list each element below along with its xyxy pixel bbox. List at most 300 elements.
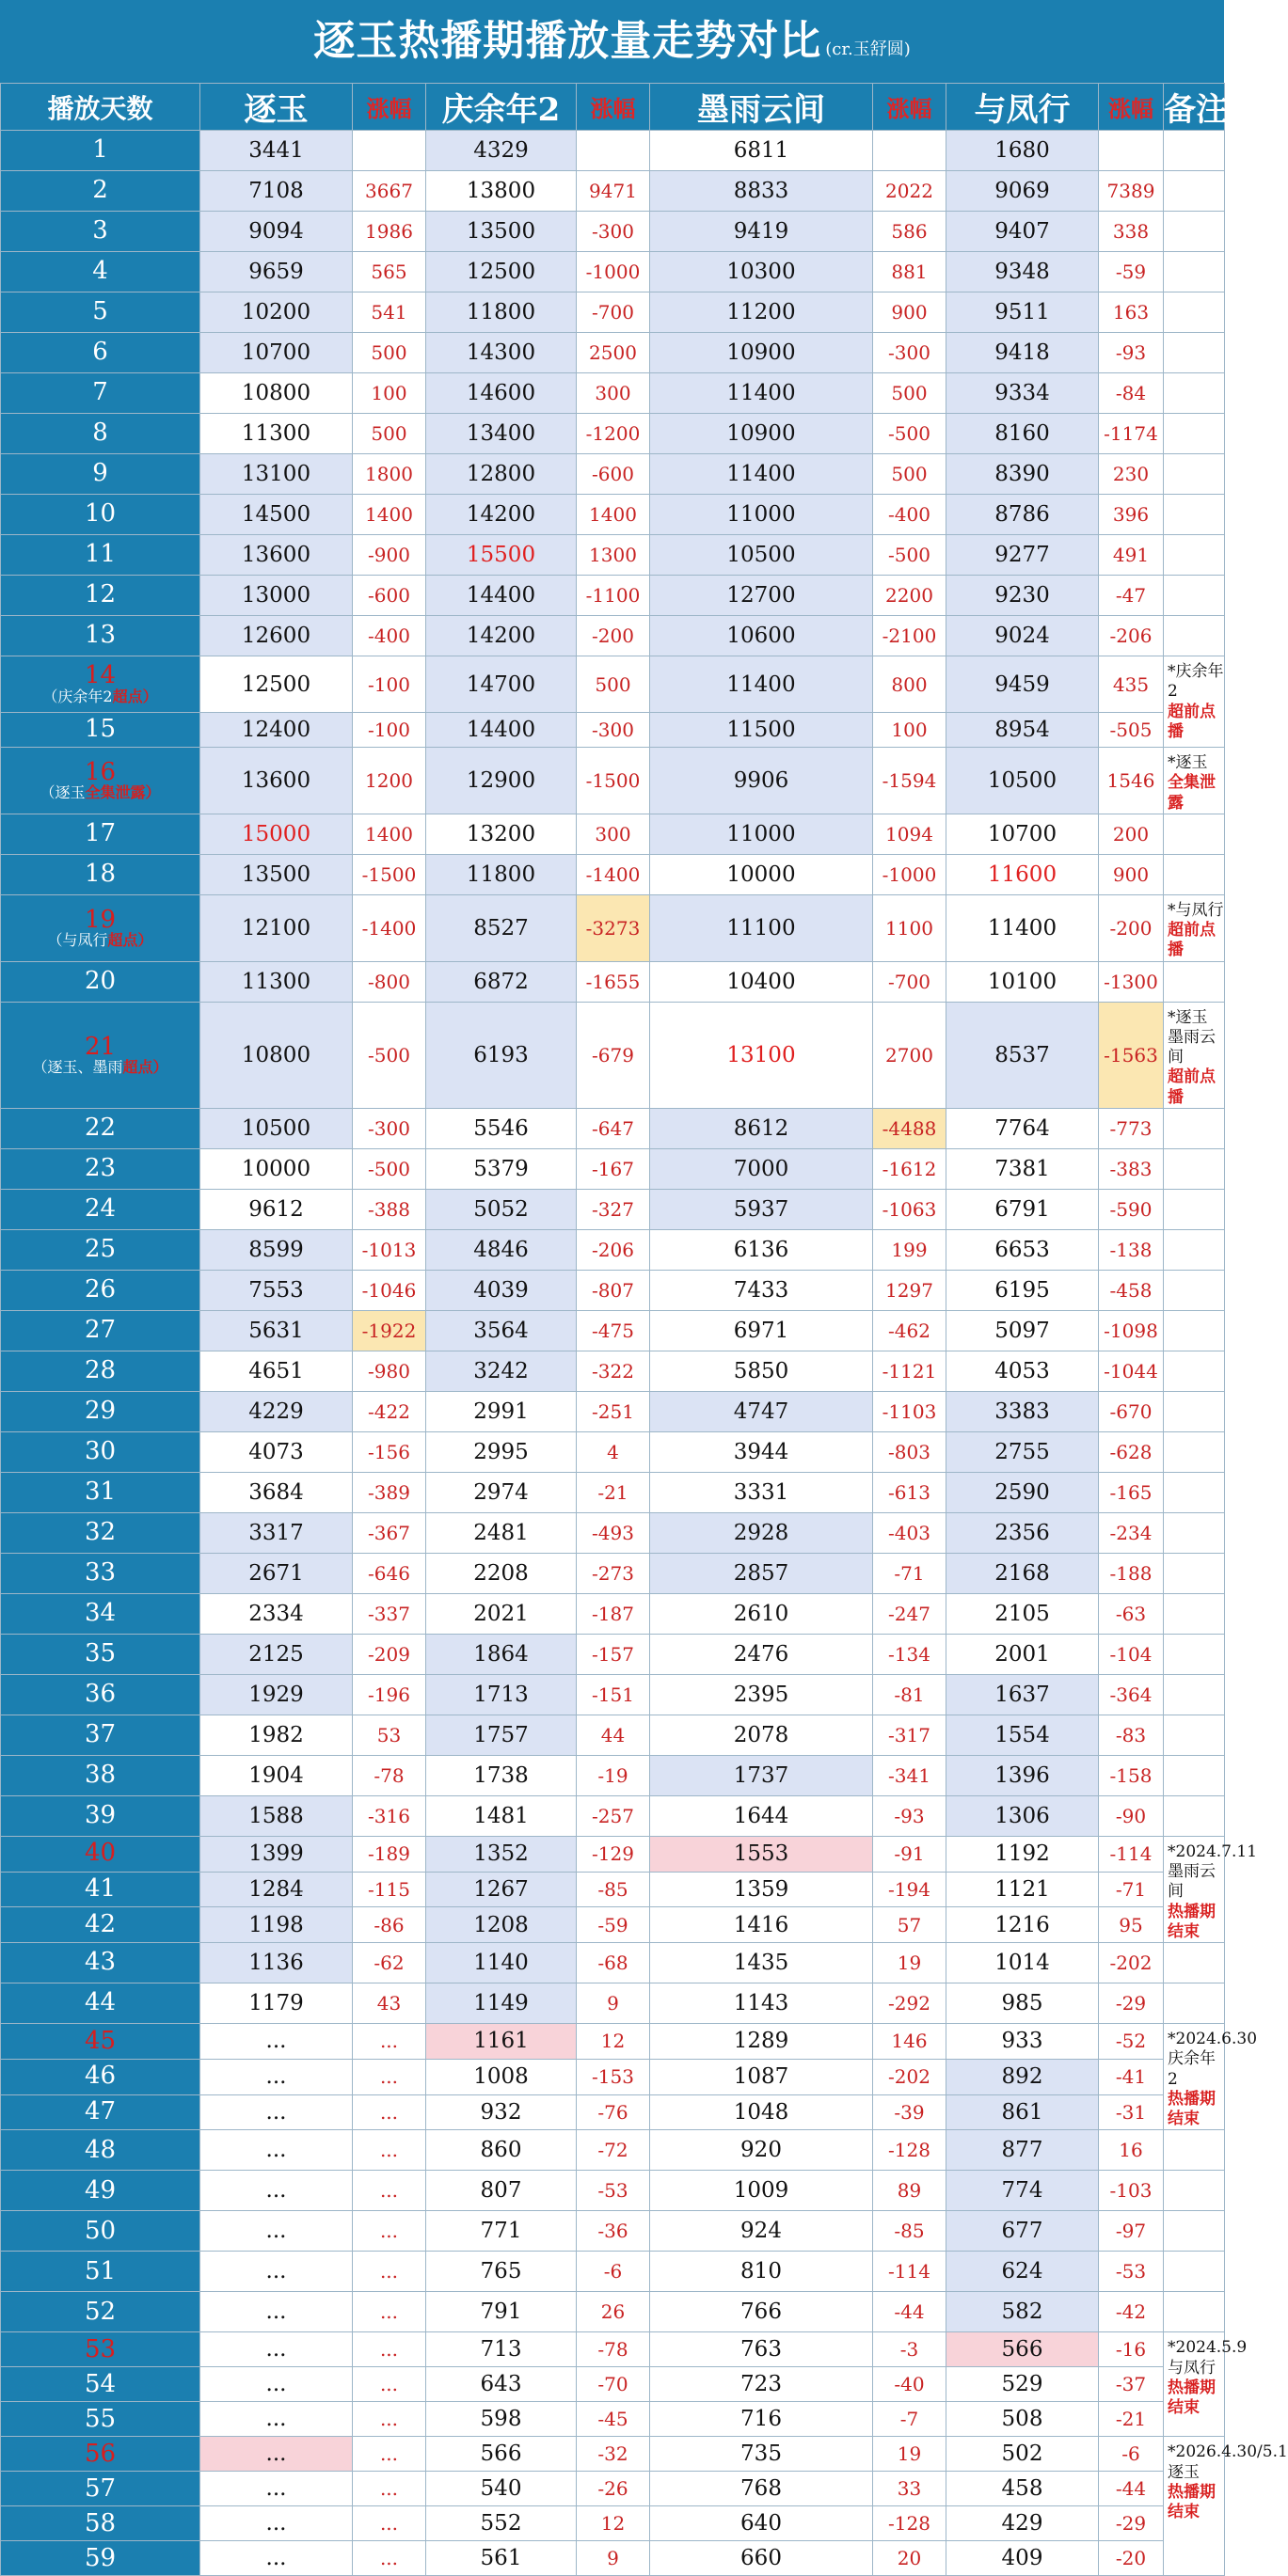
table-row — [1, 1189, 1225, 1229]
play-count-cell: 7000 — [650, 1148, 873, 1189]
day-cell — [1, 894, 200, 961]
play-count-cell: 12700 — [650, 576, 873, 616]
change-cell: 12 — [577, 2024, 650, 2060]
play-count-cell: 9612 — [200, 1189, 353, 1229]
play-count-cell: 677 — [946, 2211, 1099, 2252]
change-cell: -1103 — [873, 1391, 946, 1431]
change-cell: -300 — [873, 333, 946, 373]
day-annotation-prefix: （庆余年2 — [42, 687, 113, 705]
play-count-cell: 624 — [946, 2252, 1099, 2292]
change-cell: -628 — [1099, 1431, 1164, 1472]
table-row — [1, 713, 1225, 748]
play-count-cell: 807 — [426, 2171, 577, 2211]
header-qingyunian2: 庆余年2 — [426, 84, 577, 131]
day-cell — [1, 2059, 200, 2094]
remark-cell — [1164, 454, 1225, 495]
change-cell: 586 — [873, 212, 946, 252]
change-cell: -590 — [1099, 1189, 1164, 1229]
play-count-cell: 11400 — [650, 656, 873, 713]
play-count-cell: 4651 — [200, 1351, 353, 1391]
day-cell — [1, 454, 200, 495]
change-cell: -1063 — [873, 1189, 946, 1229]
table-row — [1, 1674, 1225, 1715]
day-number: 22 — [84, 1114, 117, 1143]
change-cell: 1800 — [353, 454, 426, 495]
table-row — [1, 854, 1225, 894]
day-cell — [1, 2402, 200, 2437]
play-count-cell: ... — [200, 2252, 353, 2292]
day-number: 28 — [84, 1356, 117, 1385]
play-count-cell: 7381 — [946, 1148, 1099, 1189]
play-count-cell: 2590 — [946, 1472, 1099, 1512]
play-count-cell: 4073 — [200, 1431, 353, 1472]
day-cell — [1, 1593, 200, 1634]
play-count-cell: ... — [200, 2367, 353, 2402]
play-count-cell: 14300 — [426, 333, 577, 373]
change-cell: -646 — [353, 1553, 426, 1593]
play-count-cell: 11300 — [200, 961, 353, 1002]
change-cell: -1655 — [577, 961, 650, 1002]
table-row — [1, 1836, 1225, 1872]
day-number: 38 — [84, 1761, 117, 1790]
table-row — [1, 1872, 1225, 1907]
play-count-cell: 10700 — [946, 814, 1099, 854]
table-row — [1, 2506, 1225, 2541]
day-cell — [1, 2171, 200, 2211]
play-count-cell: 1048 — [650, 2094, 873, 2130]
header-change: 涨幅 — [353, 84, 426, 131]
play-count-cell: 9277 — [946, 535, 1099, 576]
play-count-cell: 4229 — [200, 1391, 353, 1431]
play-count-cell: 1198 — [200, 1907, 353, 1943]
remark-cell — [1164, 616, 1225, 656]
change-cell: -773 — [1099, 1108, 1164, 1148]
play-count-cell: 9906 — [650, 748, 873, 814]
table-row — [1, 656, 1225, 713]
play-count-cell: 5097 — [946, 1310, 1099, 1351]
change-cell: 19 — [873, 2437, 946, 2472]
play-count-cell: 2001 — [946, 1634, 1099, 1674]
day-number: 29 — [84, 1397, 117, 1426]
change-cell: -1044 — [1099, 1351, 1164, 1391]
change-cell: -129 — [577, 1836, 650, 1872]
header-change: 涨幅 — [873, 84, 946, 131]
change-cell: -1500 — [353, 854, 426, 894]
remark-cell — [1164, 748, 1225, 814]
table-row — [1, 1755, 1225, 1795]
day-number: 34 — [84, 1599, 117, 1628]
play-count-cell: 1982 — [200, 1715, 353, 1755]
play-count-cell: 9419 — [650, 212, 873, 252]
day-cell — [1, 713, 200, 748]
play-count-cell: 10000 — [200, 1148, 353, 1189]
change-cell: 500 — [353, 333, 426, 373]
play-count-cell: 8537 — [946, 1002, 1099, 1108]
play-count-cell: 860 — [426, 2130, 577, 2171]
play-count-cell: 10100 — [946, 961, 1099, 1002]
change-cell: -670 — [1099, 1391, 1164, 1431]
play-count-cell: 2125 — [200, 1634, 353, 1674]
change-cell: -322 — [577, 1351, 650, 1391]
change-cell: -76 — [577, 2094, 650, 2130]
change-cell: ... — [353, 2367, 426, 2402]
change-cell: 163 — [1099, 292, 1164, 333]
day-number: 52 — [84, 2297, 117, 2326]
remark-cell — [1164, 1391, 1225, 1431]
change-cell: -1000 — [577, 252, 650, 292]
play-count-cell: 4329 — [426, 131, 577, 171]
change-cell: 7389 — [1099, 171, 1164, 212]
change-cell: -1121 — [873, 1351, 946, 1391]
change-cell: -100 — [353, 713, 426, 748]
play-count-cell: 10800 — [200, 373, 353, 414]
remark-cell — [1164, 1148, 1225, 1189]
change-cell: -31 — [1099, 2094, 1164, 2130]
change-cell: ... — [353, 2024, 426, 2060]
change-cell — [577, 131, 650, 171]
header-zhuyu: 逐玉 — [200, 84, 353, 131]
table-row — [1, 1002, 1225, 1108]
change-cell: 43 — [353, 1983, 426, 2024]
change-cell: -200 — [1099, 894, 1164, 961]
play-count-cell: 13600 — [200, 748, 353, 814]
change-cell: 57 — [873, 1907, 946, 1943]
day-number: 6 — [92, 338, 108, 367]
play-count-cell: 1267 — [426, 1872, 577, 1907]
play-count-cell: 1136 — [200, 1943, 353, 1983]
play-count-cell: 3684 — [200, 1472, 353, 1512]
day-cell — [1, 1943, 200, 1983]
remark-emphasis: 热播期结束 — [1168, 2482, 1216, 2521]
play-count-cell: 723 — [650, 2367, 873, 2402]
day-cell — [1, 2292, 200, 2332]
day-number: 13 — [84, 621, 117, 650]
table-row — [1, 1983, 1225, 2024]
day-cell — [1, 2472, 200, 2506]
play-count-cell: 892 — [946, 2059, 1099, 2094]
day-number: 14 — [84, 661, 117, 690]
remark-emphasis: 超前点播 — [1168, 1067, 1216, 1107]
change-cell: -700 — [577, 292, 650, 333]
day-number: 19 — [84, 905, 117, 934]
change-cell: ... — [353, 2402, 426, 2437]
table-row — [1, 1431, 1225, 1472]
change-cell: -16 — [1099, 2332, 1164, 2367]
play-count-cell: 1929 — [200, 1674, 353, 1715]
table-row — [1, 292, 1225, 333]
remark-line: *逐玉 — [1168, 753, 1208, 772]
change-cell: ... — [353, 2094, 426, 2130]
day-cell — [1, 576, 200, 616]
change-cell: -273 — [577, 1553, 650, 1593]
play-count-cell: ... — [200, 2024, 353, 2060]
remark-cell — [1164, 2252, 1225, 2292]
change-cell: -62 — [353, 1943, 426, 1983]
remark-line: 墨雨云间 — [1168, 1862, 1216, 1902]
change-cell: -128 — [873, 2130, 946, 2171]
table-row — [1, 373, 1225, 414]
play-count-cell: 14500 — [200, 495, 353, 535]
remark-cell — [1164, 1310, 1225, 1351]
day-number: 54 — [84, 2369, 117, 2398]
day-cell — [1, 1872, 200, 1907]
change-cell: 900 — [873, 292, 946, 333]
play-count-cell: 1140 — [426, 1943, 577, 1983]
change-cell: -85 — [873, 2211, 946, 2252]
play-count-cell: 5379 — [426, 1148, 577, 1189]
table-row — [1, 814, 1225, 854]
remark-cell — [1164, 1472, 1225, 1512]
change-cell: -157 — [577, 1634, 650, 1674]
day-number: 57 — [84, 2473, 117, 2503]
play-count-cell: 1216 — [946, 1907, 1099, 1943]
remark-cell — [1164, 1270, 1225, 1310]
header-notes: 备注 — [1164, 84, 1225, 131]
change-cell: -83 — [1099, 1715, 1164, 1755]
day-number: 44 — [84, 1988, 117, 2017]
change-cell: -156 — [353, 1431, 426, 1472]
play-count-cell: 6791 — [946, 1189, 1099, 1229]
change-cell: -679 — [577, 1002, 650, 1108]
change-cell: -93 — [1099, 333, 1164, 373]
change-cell: -4488 — [873, 1108, 946, 1148]
play-count-cell: 2481 — [426, 1512, 577, 1553]
play-count-cell: 12900 — [426, 748, 577, 814]
change-cell: ... — [353, 2130, 426, 2171]
play-count-cell: 9024 — [946, 616, 1099, 656]
play-count-cell: 9094 — [200, 212, 353, 252]
day-cell — [1, 1553, 200, 1593]
change-cell: -1500 — [577, 748, 650, 814]
change-cell: -53 — [1099, 2252, 1164, 2292]
change-cell: -389 — [353, 1472, 426, 1512]
change-cell: 1400 — [353, 814, 426, 854]
table-row — [1, 2059, 1225, 2094]
remark-cell — [1164, 1553, 1225, 1593]
remark-cell — [1164, 373, 1225, 414]
table-row — [1, 1310, 1225, 1351]
day-number: 55 — [84, 2404, 117, 2433]
change-cell: -202 — [1099, 1943, 1164, 1983]
table-row — [1, 454, 1225, 495]
play-count-cell: 791 — [426, 2292, 577, 2332]
change-cell: 1400 — [577, 495, 650, 535]
table-row — [1, 2367, 1225, 2402]
change-cell: -247 — [873, 1593, 946, 1634]
change-cell: ... — [353, 2437, 426, 2472]
remark-cell — [1164, 252, 1225, 292]
day-cell — [1, 131, 200, 171]
change-cell: -104 — [1099, 1634, 1164, 1674]
change-cell: 199 — [873, 1229, 946, 1270]
day-number: 17 — [84, 819, 117, 848]
change-cell: 89 — [873, 2171, 946, 2211]
day-annotation — [1, 1057, 199, 1076]
change-cell: -114 — [1099, 1836, 1164, 1872]
change-cell: -458 — [1099, 1270, 1164, 1310]
change-cell: -167 — [577, 1148, 650, 1189]
change-cell: 2200 — [873, 576, 946, 616]
change-cell: ... — [353, 2059, 426, 2094]
day-annotation-prefix: （逐玉、墨雨 — [32, 1057, 123, 1076]
play-count-cell: 11400 — [650, 454, 873, 495]
play-count-cell: 9348 — [946, 252, 1099, 292]
play-count-cell: 4053 — [946, 1351, 1099, 1391]
header-moyuyunjian: 墨雨云间 — [650, 84, 873, 131]
play-count-cell: 6136 — [650, 1229, 873, 1270]
change-cell: -900 — [353, 535, 426, 576]
play-count-cell: 2995 — [426, 1431, 577, 1472]
remark-cell — [1164, 576, 1225, 616]
day-cell — [1, 2437, 200, 2472]
day-number: 49 — [84, 2175, 117, 2205]
day-cell — [1, 1674, 200, 1715]
play-count-cell: 9407 — [946, 212, 1099, 252]
table-row — [1, 2024, 1225, 2060]
play-count-cell: 768 — [650, 2472, 873, 2506]
change-cell: -41 — [1099, 2059, 1164, 2094]
play-count-cell: 1435 — [650, 1943, 873, 1983]
play-count-cell: ... — [200, 2402, 353, 2437]
play-count-cell: 13200 — [426, 814, 577, 854]
table-row — [1, 2402, 1225, 2437]
day-number: 16 — [84, 757, 117, 786]
change-cell: 1297 — [873, 1270, 946, 1310]
play-count-cell: 932 — [426, 2094, 577, 2130]
play-count-cell: 5850 — [650, 1351, 873, 1391]
change-cell: -1174 — [1099, 414, 1164, 454]
change-cell: -337 — [353, 1593, 426, 1634]
play-count-cell: 2857 — [650, 1553, 873, 1593]
play-count-cell: 458 — [946, 2472, 1099, 2506]
table-row — [1, 1148, 1225, 1189]
change-cell: -462 — [873, 1310, 946, 1351]
play-count-cell: 10200 — [200, 292, 353, 333]
change-cell: -42 — [1099, 2292, 1164, 2332]
day-cell — [1, 292, 200, 333]
play-count-cell: 6193 — [426, 1002, 577, 1108]
play-count-cell: 8833 — [650, 171, 873, 212]
play-count-cell: 598 — [426, 2402, 577, 2437]
play-count-cell: 985 — [946, 1983, 1099, 2024]
play-count-cell: 2078 — [650, 1715, 873, 1755]
day-number: 46 — [84, 2062, 117, 2091]
day-number: 24 — [84, 1194, 117, 1224]
change-cell: -196 — [353, 1674, 426, 1715]
play-count-cell: 540 — [426, 2472, 577, 2506]
change-cell: -1013 — [353, 1229, 426, 1270]
day-cell — [1, 2332, 200, 2367]
change-cell: -300 — [353, 1108, 426, 1148]
day-number: 37 — [84, 1720, 117, 1749]
day-cell — [1, 1755, 200, 1795]
day-number: 3 — [92, 216, 108, 245]
change-cell: -188 — [1099, 1553, 1164, 1593]
play-count-cell: 2928 — [650, 1512, 873, 1553]
remark-line: 逐玉 — [1168, 2462, 1200, 2482]
day-cell — [1, 495, 200, 535]
change-cell: -20 — [1099, 2541, 1164, 2576]
play-count-cell: 10800 — [200, 1002, 353, 1108]
change-cell: 1200 — [353, 748, 426, 814]
day-annotation-emphasis: 超点） — [107, 930, 153, 949]
change-cell: 4 — [577, 1431, 650, 1472]
change-cell: -97 — [1099, 2211, 1164, 2252]
change-cell: -600 — [577, 454, 650, 495]
play-count-cell: 1644 — [650, 1795, 873, 1836]
play-count-cell: 8390 — [946, 454, 1099, 495]
table-row — [1, 1108, 1225, 1148]
change-cell: -422 — [353, 1391, 426, 1431]
change-cell: 1546 — [1099, 748, 1164, 814]
day-number: 5 — [92, 297, 108, 326]
remark-cell — [1164, 1634, 1225, 1674]
change-cell: 100 — [353, 373, 426, 414]
table-row — [1, 495, 1225, 535]
play-count-cell: 7108 — [200, 171, 353, 212]
change-cell: -78 — [353, 1755, 426, 1795]
play-count-cell: 765 — [426, 2252, 577, 2292]
play-count-cell: 861 — [946, 2094, 1099, 2130]
play-count-cell: 877 — [946, 2130, 1099, 2171]
remark-cell — [1164, 656, 1225, 748]
day-number: 4 — [92, 257, 108, 286]
change-cell: 9 — [577, 2541, 650, 2576]
table-row — [1, 2252, 1225, 2292]
change-cell: 53 — [353, 1715, 426, 1755]
remark-cell — [1164, 1108, 1225, 1148]
change-cell: 146 — [873, 2024, 946, 2060]
table-row — [1, 2332, 1225, 2367]
play-count-cell: 508 — [946, 2402, 1099, 2437]
remark-cell — [1164, 1715, 1225, 1755]
day-number: 40 — [84, 1839, 117, 1868]
remark-cell — [1164, 1674, 1225, 1715]
remark-emphasis: 全集泄露 — [1168, 773, 1216, 813]
change-cell: -3 — [873, 2332, 946, 2367]
comparison-table — [0, 83, 1288, 2576]
remark-emphasis: 超前点播 — [1168, 921, 1216, 960]
change-cell: -45 — [577, 2402, 650, 2437]
play-count-cell: 1396 — [946, 1755, 1099, 1795]
play-count-cell: 766 — [650, 2292, 873, 2332]
change-cell: 881 — [873, 252, 946, 292]
play-count-cell: ... — [200, 2472, 353, 2506]
remark-cell — [1164, 1431, 1225, 1472]
play-count-cell: 763 — [650, 2332, 873, 2367]
play-count-cell: 1121 — [946, 1872, 1099, 1907]
play-count-cell: 2021 — [426, 1593, 577, 1634]
remark-line: *2024.6.30 — [1168, 2030, 1258, 2048]
header-day: 播放天数 — [1, 84, 200, 131]
table-row — [1, 1229, 1225, 1270]
change-cell: -317 — [873, 1715, 946, 1755]
day-cell — [1, 748, 200, 814]
day-cell — [1, 1189, 200, 1229]
remark-cell — [1164, 1795, 1225, 1836]
play-count-cell: 6653 — [946, 1229, 1099, 1270]
table-row — [1, 212, 1225, 252]
change-cell: 900 — [1099, 854, 1164, 894]
day-number: 25 — [84, 1235, 117, 1264]
table-row — [1, 131, 1225, 171]
change-cell: -292 — [873, 1983, 946, 2024]
play-count-cell: 1737 — [650, 1755, 873, 1795]
change-cell: -93 — [873, 1795, 946, 1836]
change-cell: -500 — [353, 1148, 426, 1189]
remark-cell — [1164, 1836, 1258, 1942]
day-number: 18 — [84, 860, 117, 889]
